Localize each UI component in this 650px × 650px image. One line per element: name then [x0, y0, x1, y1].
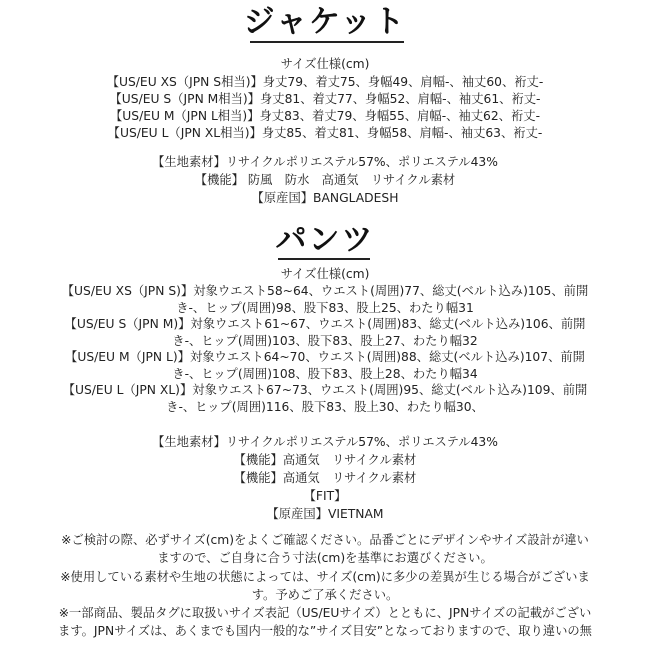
jacket-size-row: 【US/EU XS（JPN S相当)】身丈79、着丈75、身幅49、肩幅-、袖丈60、裄丈- [106, 75, 544, 89]
jacket-material: 【生地素材】リサイクルポリエステル57%、ポリエステル43% [152, 155, 498, 169]
jacket-size-row: 【US/EU S（JPN M相当)】身丈81、着丈77、身幅52、肩幅-、袖丈61、裄丈- [109, 92, 541, 106]
jacket-title: ジャケット [243, 4, 407, 40]
pants-size-row: 【US/EU S（JPN M)】対象ウエスト61~67、ウエスト(周囲)83、総丈(ベルト込み)106、前開 [64, 317, 586, 331]
pants-size-row: き-、ヒップ(周囲)108、股下83、股上28、わたり幅34 [172, 367, 478, 381]
note-line: ※使用している素材や生地の状態によっては、サイズ(cm)に多少の差異が生じる場合がございま [60, 570, 590, 584]
pants-title-underline [278, 258, 370, 260]
jacket-title-underline [250, 41, 404, 43]
pants-size-row: 【US/EU L（JPN XL)】対象ウエスト67~73、ウエスト(周囲)95、総丈(ベルト込み)109、前開 [62, 383, 588, 397]
jacket-function: 【機能】 防風 防水 高通気 リサイクル素材 [194, 173, 456, 187]
pants-title: パンツ [275, 222, 375, 258]
note-line: ます。JPNサイズは、あくまでも国内一般的な”サイズ目安”となっておりますので、取り違いの無 [58, 624, 592, 638]
note-line: ※ご検討の際、必ずサイズ(cm)をよくご確認ください。品番ごとにデザインやサイズ設計が違い [61, 533, 589, 547]
note-line: ※一部商品、製品タグに取扱いサイズ表記（US/EUサイズ）とともに、JPNサイズの記載がござい [58, 606, 592, 620]
pants-size-row: き-、ヒップ(周囲)116、股下83、股上30、わたり幅30、 [166, 400, 484, 414]
pants-fit: 【FIT】 [303, 489, 347, 503]
jacket-size-row: 【US/EU M（JPN L相当)】身丈83、着丈79、身幅55、肩幅-、袖丈62、裄丈- [109, 109, 541, 123]
pants-function: 【機能】高通気 リサイクル素材 [233, 471, 417, 485]
jacket-size-row: 【US/EU L（JPN XL相当)】身丈85、着丈81、身幅58、肩幅-、袖丈63、裄丈- [107, 126, 543, 140]
note-line: す。予めご了承ください。 [251, 588, 399, 602]
pants-size-row: 【US/EU M（JPN L)】対象ウエスト64~70、ウエスト(周囲)88、総丈(ベルト込み)107、前開 [65, 350, 585, 364]
note-line: ますので、ご自身に合う寸法(cm)を基準にお選びください。 [157, 551, 493, 565]
pants-spec-heading: サイズ仕様(cm) [280, 267, 370, 281]
pants-size-row: き-、ヒップ(周囲)98、股下83、股上25、わたり幅31 [176, 301, 474, 315]
jacket-origin: 【原産国】BANGLADESH [251, 191, 399, 205]
pants-material: 【生地素材】リサイクルポリエステル57%、ポリエステル43% [152, 435, 498, 449]
pants-function: 【機能】高通気 リサイクル素材 [233, 453, 417, 467]
pants-size-row: き-、ヒップ(周囲)103、股下83、股上27、わたり幅32 [172, 334, 478, 348]
pants-size-row: 【US/EU XS（JPN S)】対象ウエスト58~64、ウエスト(周囲)77、総丈(ベルト込み)105、前開 [61, 284, 589, 298]
pants-origin: 【原産国】VIETNAM [266, 507, 384, 521]
jacket-spec-heading: サイズ仕様(cm) [280, 57, 370, 71]
